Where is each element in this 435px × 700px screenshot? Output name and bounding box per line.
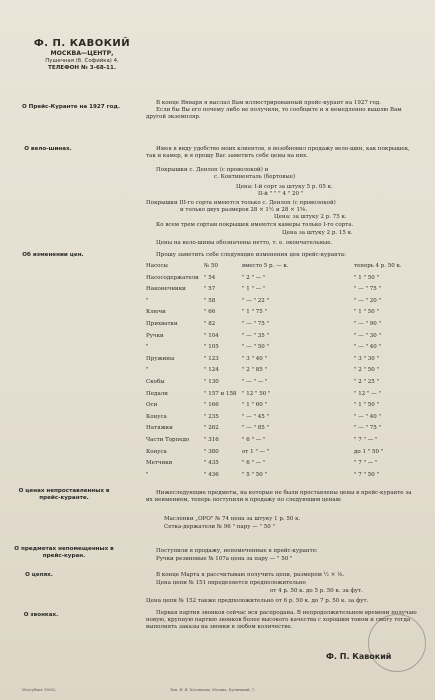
item-name: Наконечники [146, 286, 186, 293]
item-name: Конуса [146, 413, 167, 420]
new-price: " — " 75 " [354, 286, 382, 293]
unlisted-para: Нижеследующие предметы, на которые не были проставлены цены в прейс-куранте за их неимением, теперь поступили в продажу по следующим ценам: [146, 490, 412, 503]
old-price: " — " 75 " [242, 321, 270, 327]
item-name: " [146, 297, 149, 304]
price-list-text [146, 100, 420, 121]
item-name: Насосы [146, 263, 168, 269]
tubes-line: Ко всем трем сортам покрышек имеются камеры только I-го сорта. [156, 222, 354, 228]
price-list-para1: В конце Января я выслал Вам иллюстрированный прейс-курант на 1927 год. [156, 100, 381, 106]
old-price: " 1 " 75 " [242, 309, 268, 316]
item-number: " 130 [204, 379, 219, 385]
bells-para: Первая партия звонков сейчас вся распродана. В непродолжительном времени получаю новую, крупную партию звонков более высокого качества с хорошим тоном и смогу тогда выполнять заказы на звонки в любом количестве. [146, 610, 417, 630]
old-price: " 12 " 50 " [242, 390, 271, 397]
tires-line2: с. Континенталь (бортовые) [214, 174, 296, 180]
item-number: " 57 [204, 286, 216, 293]
new-price: до 1 " 50 " [354, 448, 384, 455]
new-price: " 7 " — " [354, 437, 378, 443]
new-price: " 3 " 30 " [354, 355, 380, 362]
old-price: " — " 85 " [242, 425, 270, 432]
tires-line1: Покрышки с. Денлоп (с проволокой) и [156, 167, 269, 173]
unlisted-prices-label: О ценах непроставленных в прейс-куранте. [18, 488, 110, 501]
item-number: " 166 [204, 402, 219, 409]
old-price: " — " 35 " [242, 332, 270, 339]
footer-left: Мосгублит 10652. [22, 688, 57, 692]
old-price: " — " 45 " [242, 413, 270, 420]
new-price: " 7 " — " [354, 460, 378, 467]
item-name: Пружины [146, 355, 175, 362]
old-price: " 3 " 40 " [242, 355, 268, 362]
item-name: Насосодержатели [146, 274, 199, 281]
item-number: " 105 [204, 344, 219, 351]
old-price: " 6 " — " [242, 437, 266, 443]
unlisted-row2: Сетка-держатели № 96 " пару — " 50 " [164, 524, 276, 530]
old-price: вместо 5 р. — к. [242, 263, 289, 269]
item-number: " 58 [204, 297, 216, 304]
item-number: " 380 [204, 448, 219, 455]
bike-tires-para: Имея в виду удобство моих клиентов, я возобновил продажу вело-шин, как покрышек, так и камер, и я прошу Вас заметить себе цены на них. [146, 146, 410, 159]
item-number: " 436 [204, 471, 219, 478]
item-name: Ручки [146, 332, 164, 339]
item-name: Части Торпедо [146, 437, 190, 443]
tires-price1: Цена: I-й сорт за штуку 5 р. 05 к. [236, 184, 333, 190]
item-number: " 66 [204, 309, 216, 316]
item-name: Педали [146, 390, 168, 397]
chains-label: О цепях. [25, 572, 53, 578]
old-price: " 1 " 60 " [242, 402, 268, 409]
price-changes-intro: Прошу заметить себе следующие изменения цен прейс-куранта: [156, 252, 346, 258]
footer-right: Тип. Я. Я. Косенкова, Москва, Кузнецкий, 7. [170, 688, 256, 692]
unlisted-row1: Масленки „ОРО" № 74 цена за штуку 1 р. 50 к. [164, 516, 301, 522]
company-name: Ф. П. КАВОКИЙ [33, 38, 131, 49]
new-price: " 12 " — " [354, 390, 382, 397]
item-number: " 104 [204, 332, 219, 339]
new-price: " — " 40 " [354, 413, 382, 420]
signature: Ф. П. Кавокий [326, 652, 392, 661]
new-price: " 7 " 50 " [354, 471, 380, 478]
new-price: " — " 20 " [354, 297, 382, 304]
old-price: " — " 50 " [242, 344, 270, 351]
tires-line3: Покрышки III-го сорта имеются только с. Денлоп (с проволокой) [146, 200, 336, 206]
old-price: " 2 " — " [242, 274, 266, 281]
price-list-label: О Прейс-Куранте на 1927 год. [21, 104, 121, 110]
old-price: " — " 22 " [242, 297, 270, 304]
unlisted-prices-text [146, 490, 420, 504]
old-price: " 6 " — " [242, 460, 266, 467]
tubes-price: Цена за штуку 2 р. 15 к. [282, 230, 353, 236]
new-price: " 2 " 25 " [354, 379, 380, 385]
item-name: Натяжки [146, 425, 173, 432]
item-number: " 82 [204, 321, 216, 327]
new-price: " — " 75 " [354, 425, 382, 432]
chains-text: В конце Марта я рассчитываю получить цепи, размером ½ × ⅛. [156, 572, 345, 578]
chains-text4: Цена цепи № 152 также предположительно от 6 р. 50 к. до 7 р. 50 к. за фут. [146, 598, 369, 604]
new-price: " 1 " 50 " [354, 309, 380, 316]
item-number: " 262 [204, 425, 219, 432]
item-number: " 235 [204, 413, 219, 420]
price-list-para2: Если бы Вы его почему либо не получили, то сообщите и я немедленно вышлю Вам другой экземпляр. [146, 107, 402, 120]
item-name: Оси [146, 402, 158, 409]
bells-label: О звонках. [23, 612, 59, 618]
tires-line4: и только двух размеров 28 × 1½ и 28 × 1⅝. [180, 207, 308, 213]
item-number: " 316 [204, 437, 219, 443]
old-price: " 5 " 50 " [242, 471, 268, 478]
item-number: " 435 [204, 460, 219, 467]
item-name: " [146, 471, 149, 478]
new-price: " — " 40 " [354, 344, 382, 351]
old-price: от 1 " — " [242, 448, 270, 455]
item-name: " [146, 344, 149, 351]
company-city: МОСКВА—ЦЕНТР, [50, 50, 114, 57]
item-number: " 54 [204, 274, 216, 281]
company-address: Пушечная (б. Софийка) 4. [45, 58, 119, 64]
price-changes-label: Об изменении цен. [22, 252, 84, 258]
letterhead [22, 38, 142, 71]
new-price: " — " 30 " [354, 332, 382, 339]
item-name: " [146, 367, 149, 374]
bike-tires-text [146, 146, 420, 160]
item-number: " 124 [204, 367, 219, 374]
item-name: Ключи [146, 309, 166, 316]
new-items-text: Поступили в продажу, непомеченные в прейс-куранте: [156, 548, 318, 554]
item-number: № 50 [204, 263, 218, 269]
bike-tires-label: О вело-шинах. [24, 146, 72, 152]
item-number: " 157 и 158 [204, 390, 237, 397]
new-price: " — " 90 " [354, 321, 382, 327]
item-name: Метчики [146, 460, 173, 467]
new-price: " 1 " 50 " [354, 274, 380, 281]
chains-text3: от 4 р. 50 к. до 5 р. 50 к. за фут. [270, 588, 363, 594]
item-name: Конуса [146, 448, 167, 455]
stamp-seal [368, 614, 426, 672]
tires-price3: Цена: за штуку 2 р. 75 к. [274, 214, 347, 220]
new-items-row: Ручки резиновые № 107а цена за пару — " 50 " [156, 556, 293, 562]
tires-note: Цены на вело-шины обозначены нетто, т. е. окончательные. [156, 240, 333, 246]
company-phone: ТЕЛЕФОН № 3-68-11. [48, 65, 116, 71]
new-items-label: О предметах непомещенных в прейс-куран. [14, 546, 114, 559]
new-price: " 2 " 50 " [354, 367, 380, 374]
chains-text2: Цена цепи № 151 определяется предположительно [156, 580, 306, 586]
new-price: " 1 " 50 " [354, 402, 380, 409]
old-price: " — " — " [242, 379, 268, 385]
old-price: " 2 " 85 " [242, 367, 268, 374]
old-price: " 1 " — " [242, 286, 266, 293]
item-name: Прихватки [146, 321, 178, 327]
new-price: теперь 4 р. 50 к. [354, 263, 402, 269]
tires-price2: II-й " " " 4 " 20 " [258, 191, 304, 197]
item-number: " 123 [204, 355, 219, 362]
item-name: Скобы [146, 379, 165, 385]
